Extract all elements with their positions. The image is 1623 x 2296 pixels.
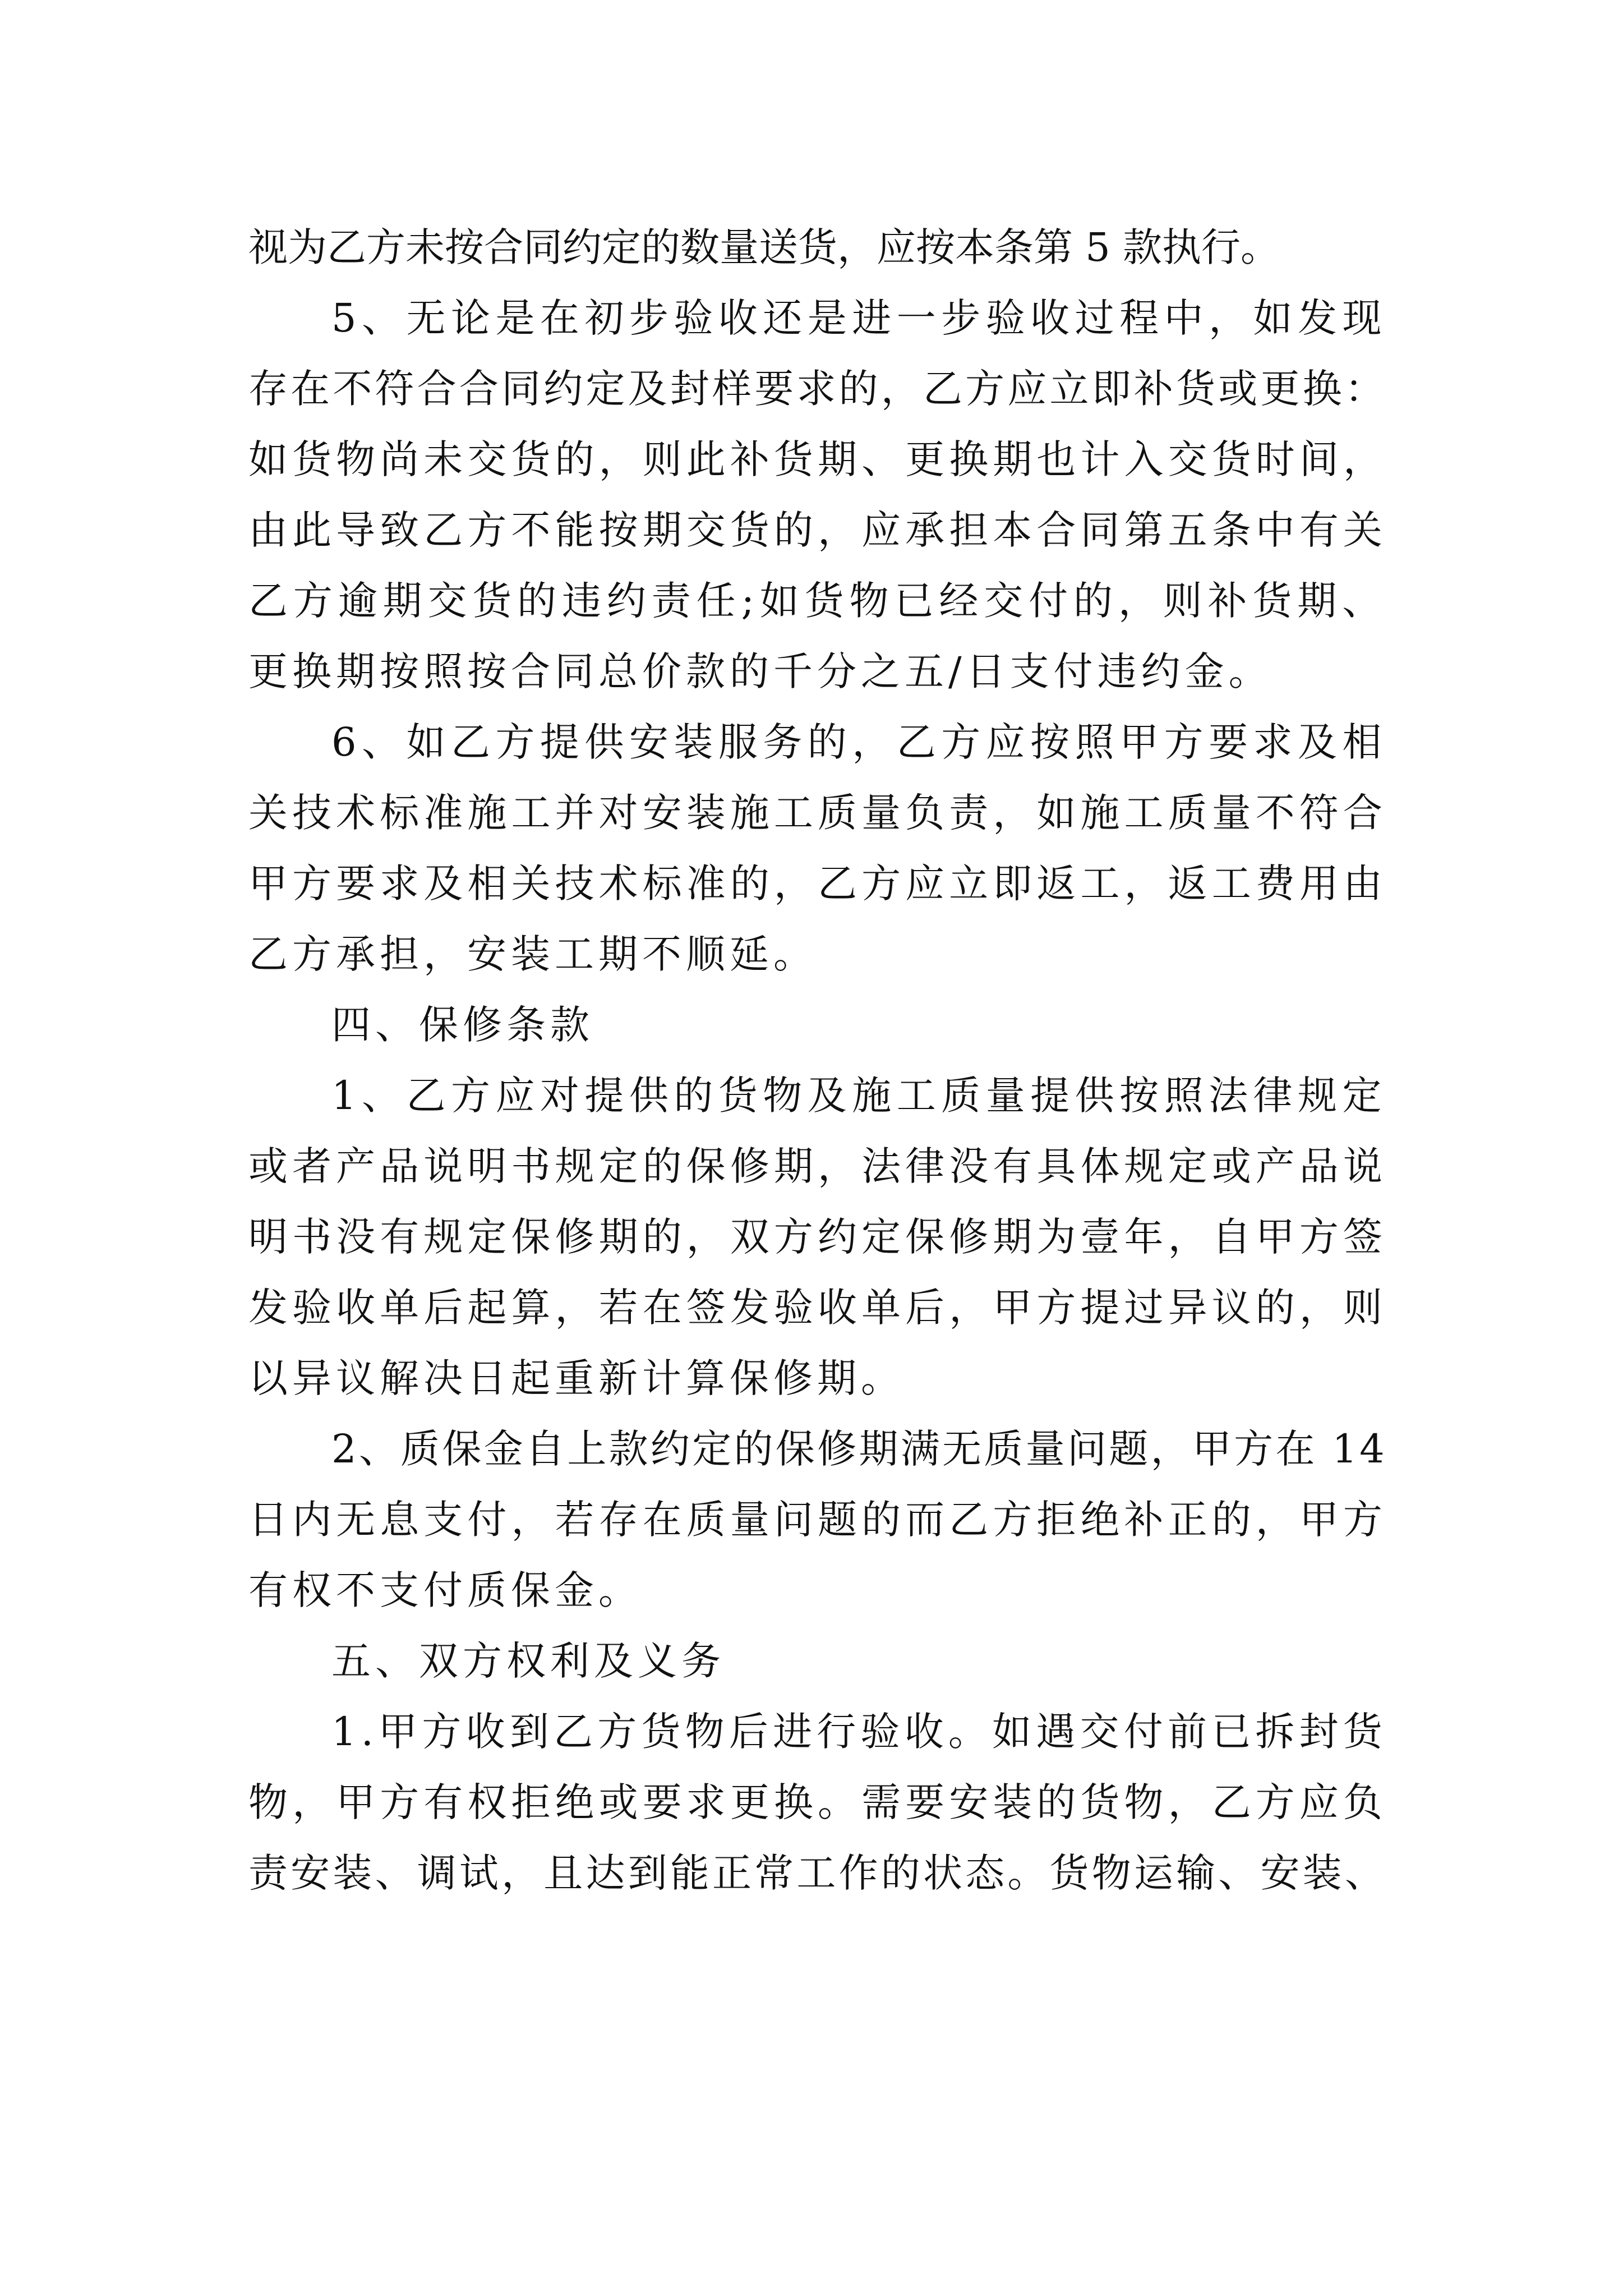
document-body <box>248 212 1387 1908</box>
text-line: 四、保修条款 <box>331 1002 594 1048</box>
text-line: 视为乙方未按合同约定的数量送货，应按本条第 5 款执行。 <box>248 224 1280 270</box>
text-line: 乙方逾期交货的违约责任;如货物已经交付的，则补货期、 <box>248 578 1387 624</box>
text-line: 责安装、调试，且达到能正常工作的状态。货物运输、安装、 <box>248 1850 1387 1896</box>
text-line: 2、质保金自上款约定的保修期满无质量问题，甲方在 14 <box>331 1426 1387 1472</box>
text-line: 以异议解决日起重新计算保修期。 <box>248 1355 905 1401</box>
text-line: 日内无息支付，若存在质量问题的而乙方拒绝补正的，甲方 <box>248 1497 1387 1543</box>
text-line: 五、双方权利及义务 <box>331 1638 725 1684</box>
text-line: 乙方承担，安装工期不顺延。 <box>248 931 817 977</box>
text-line: 明书没有规定保修期的，双方约定保修期为壹年，自甲方签 <box>248 1214 1387 1260</box>
text-line: 有权不支付质保金。 <box>248 1567 642 1613</box>
text-line: 1、乙方应对提供的货物及施工质量提供按照法律规定 <box>331 1073 1387 1119</box>
text-line: 由此导致乙方不能按期交货的，应承担本合同第五条中有关 <box>248 507 1387 553</box>
text-line: 更换期按照按合同总价款的千分之五/日支付违约金。 <box>248 648 1272 694</box>
text-line: 1.甲方收到乙方货物后进行验收。如遇交付前已拆封货 <box>331 1709 1387 1755</box>
text-line: 或者产品说明书规定的保修期，法律没有具体规定或产品说 <box>248 1143 1387 1189</box>
text-line: 甲方要求及相关技术标准的，乙方应立即返工，返工费用由 <box>248 861 1387 907</box>
text-line: 如货物尚未交货的，则此补货期、更换期也计入交货时间， <box>248 436 1387 482</box>
text-line: 5、无论是在初步验收还是进一步验收过程中，如发现 <box>331 295 1387 341</box>
text-line: 存在不符合合同约定及封样要求的，乙方应立即补货或更换： <box>248 366 1387 412</box>
text-line: 关技术标准施工并对安装施工质量负责，如施工质量不符合 <box>248 790 1387 836</box>
text-line: 物，甲方有权拒绝或要求更换。需要安装的货物，乙方应负 <box>248 1779 1387 1825</box>
text-line: 6、如乙方提供安装服务的，乙方应按照甲方要求及相 <box>331 719 1387 765</box>
text-line: 发验收单后起算，若在签发验收单后，甲方提过异议的，则 <box>248 1285 1387 1331</box>
